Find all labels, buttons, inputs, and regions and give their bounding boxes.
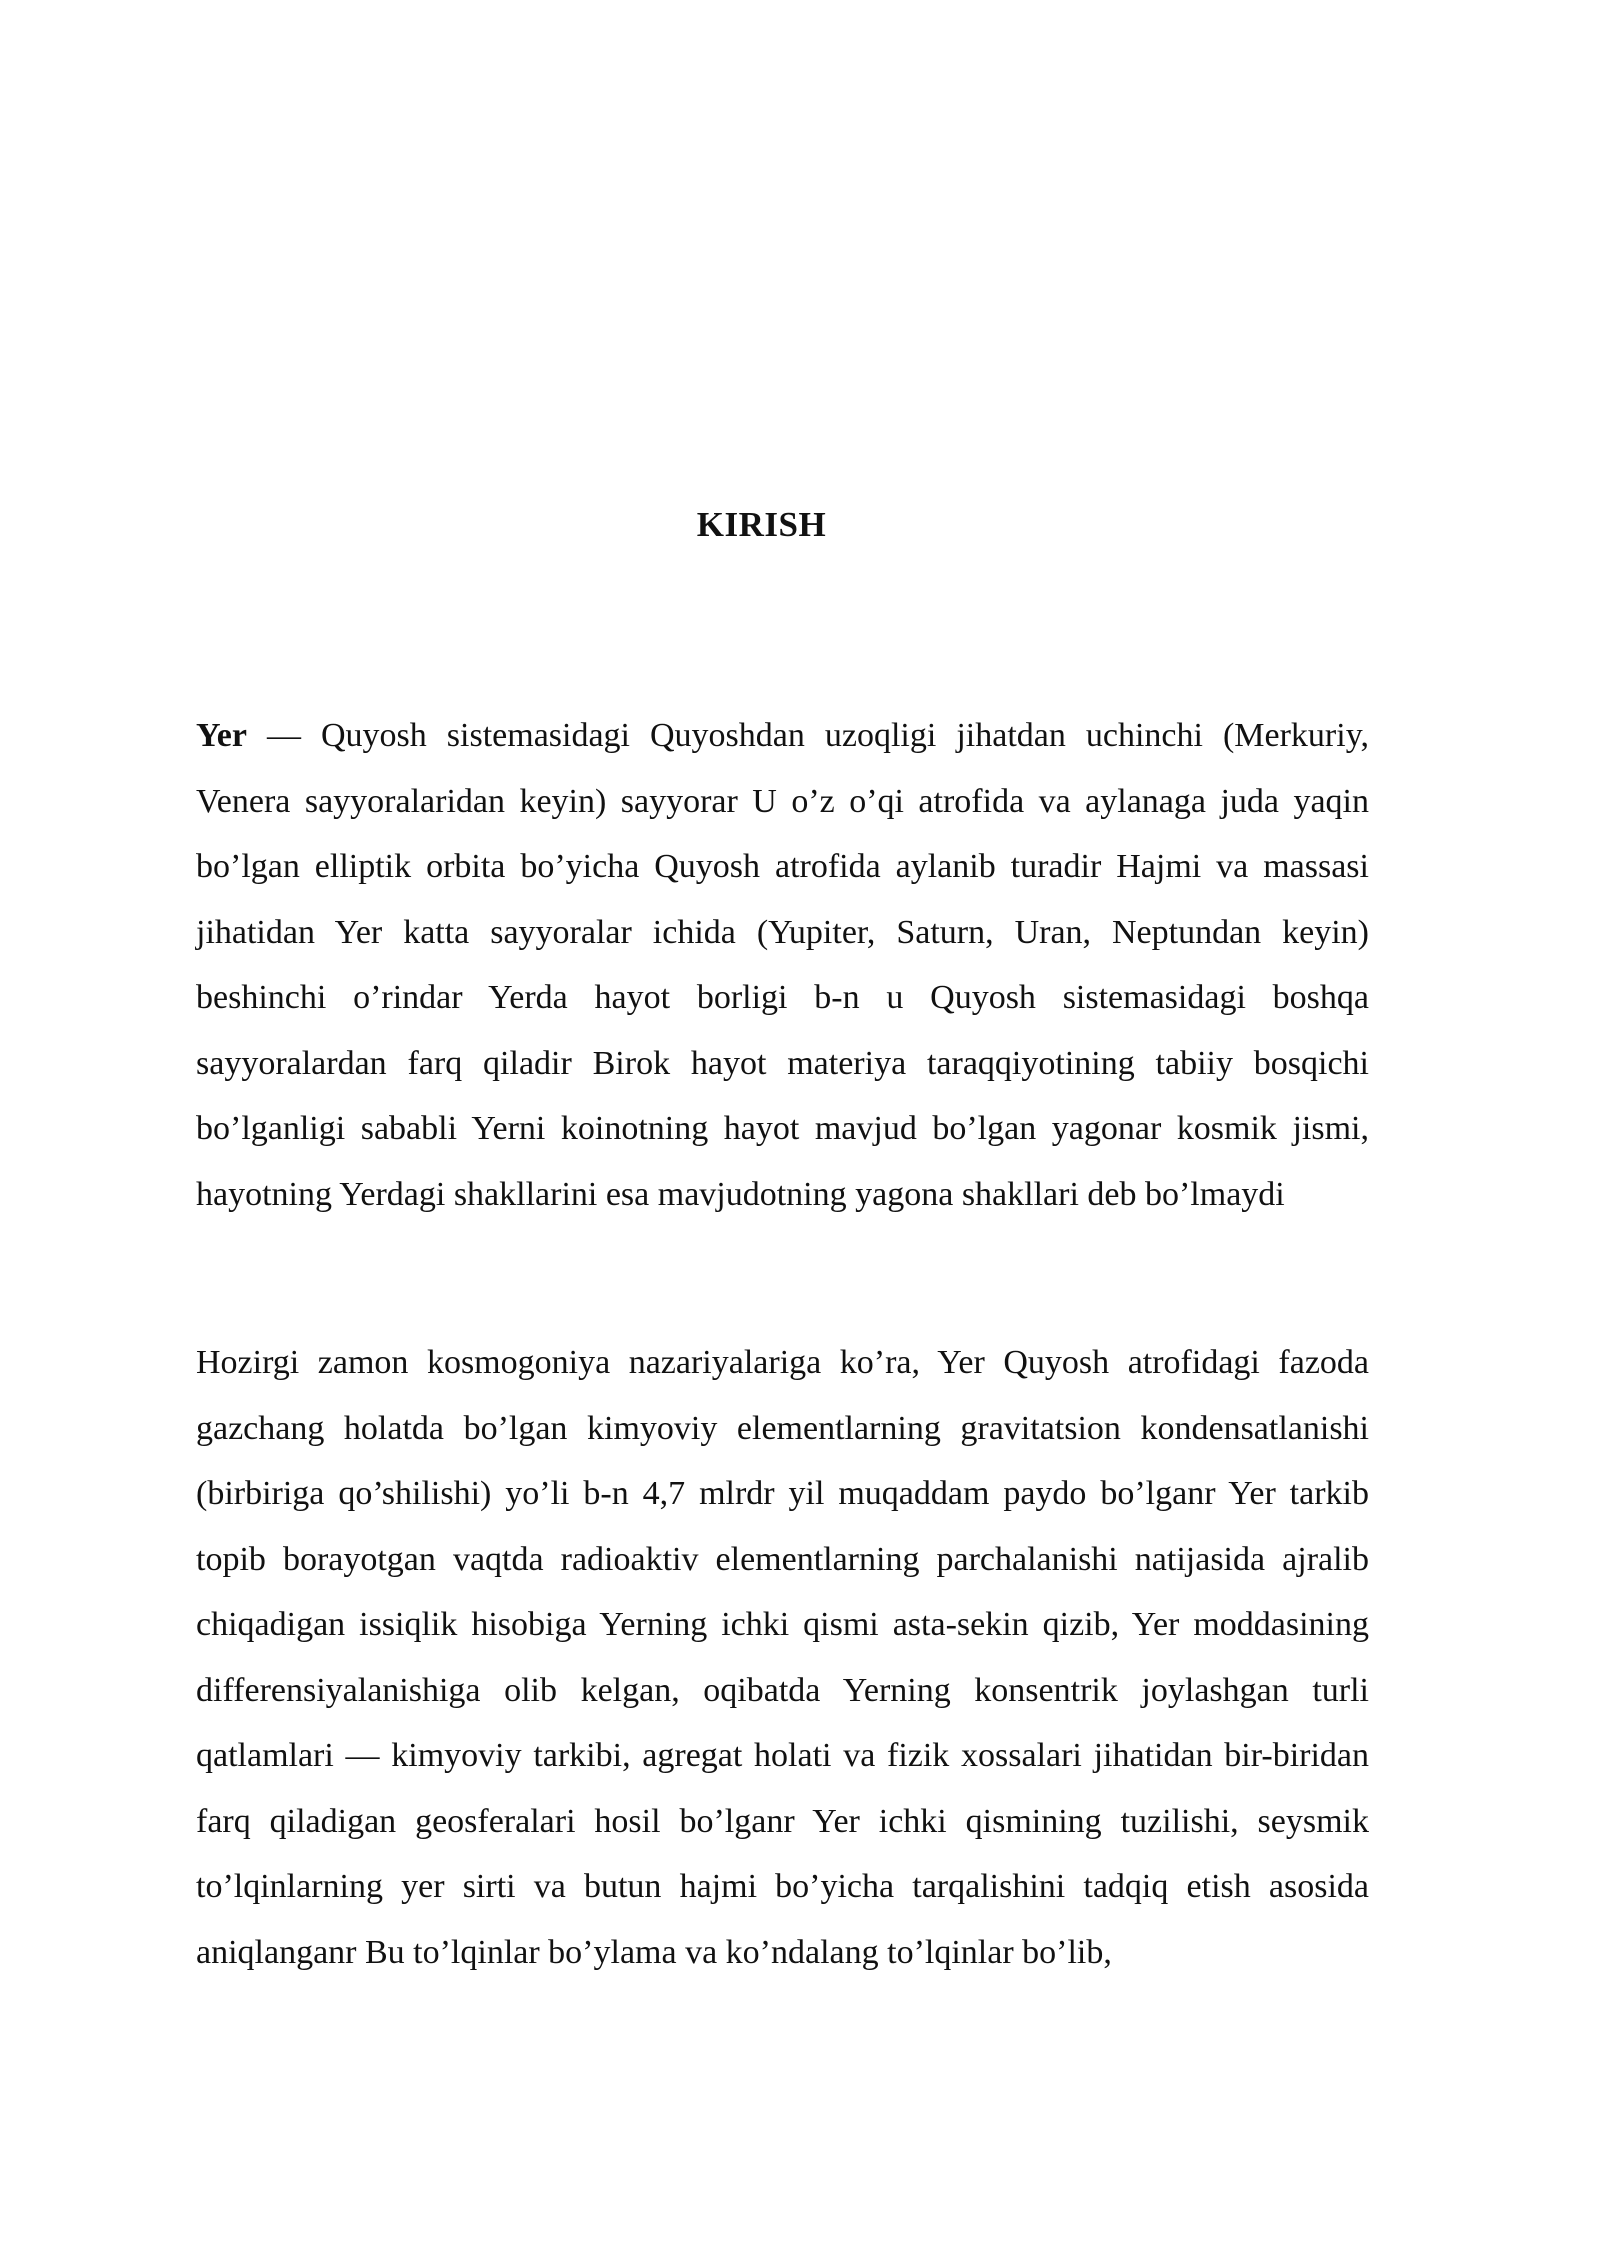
paragraph-1-lead: Yer xyxy=(196,717,247,754)
paragraph-1-text: — Quyosh sistemasidagi Quyoshdan uzoqligi jihatdan uchinchi (Merkuriy, Venera sayyoralaridan keyin) sayyorar U o’z o’qi atrofida va aylanaga juda yaqin bo’lgan elliptik orbita bo’yicha Quyosh atrofida aylanib turadir Hajmi va massasi jihatidan Yer katta sayyoralar ichida (Yupiter, Saturn, Uran, Neptundan keyin) beshinchi o’rindar Yerda hayot borligi b-n u Quyosh sistemasidagi boshqa sayyoralardan farq qiladir Birok hayot materiya taraqqiyotining tabiiy bosqichi bo’lganligi sababli Yerni koinotning hayot mavjud bo’lgan yagonar kosmik jismi, hayotning Yerdagi shakllarini esa mavjudotning yagona shakllari deb bo’lmaydi xyxy=(196,717,1369,1213)
paragraph-1 xyxy=(196,703,1369,1227)
page-title: KIRISH xyxy=(696,505,827,544)
paragraph-1-content xyxy=(196,703,1369,1227)
paragraph-2 xyxy=(196,1330,1369,1985)
paragraph-2-text: Hozirgi zamon kosmogoniya nazariyalariga ko’ra, Yer Quyosh atrofidagi fazoda gazchang holatda bo’lgan kimyoviy elementlarning gravitatsion kondensatlanishi (birbiriga qo’shilishi) yo’li b-n 4,7 mlrdr yil muqaddam paydo bo’lganr Yer tarkib topib borayotgan vaqtda radioaktiv elementlarning parchalanishi natijasida ajralib chiqadigan issiqlik hisobiga Yerning ichki qismi asta-sekin qizib, Yer moddasining differensiyalanishiga olib kelgan, oqibatda Yerning konsentrik joylashgan turli qatlamlari — kimyoviy tarkibi, agregat holati va fizik xossalari jihatidan bir-biridan farq qiladigan geosferalari hosil bo’lganr Yer ichki qismining tuzilishi, seysmik to’lqinlarning yer sirti va butun hajmi bo’yicha tarqalishini tadqiq etish asosida aniqlanganr Bu to’lqinlar bo’ylama va ko’ndalang to’lqinlar bo’lib, xyxy=(196,1344,1369,1971)
